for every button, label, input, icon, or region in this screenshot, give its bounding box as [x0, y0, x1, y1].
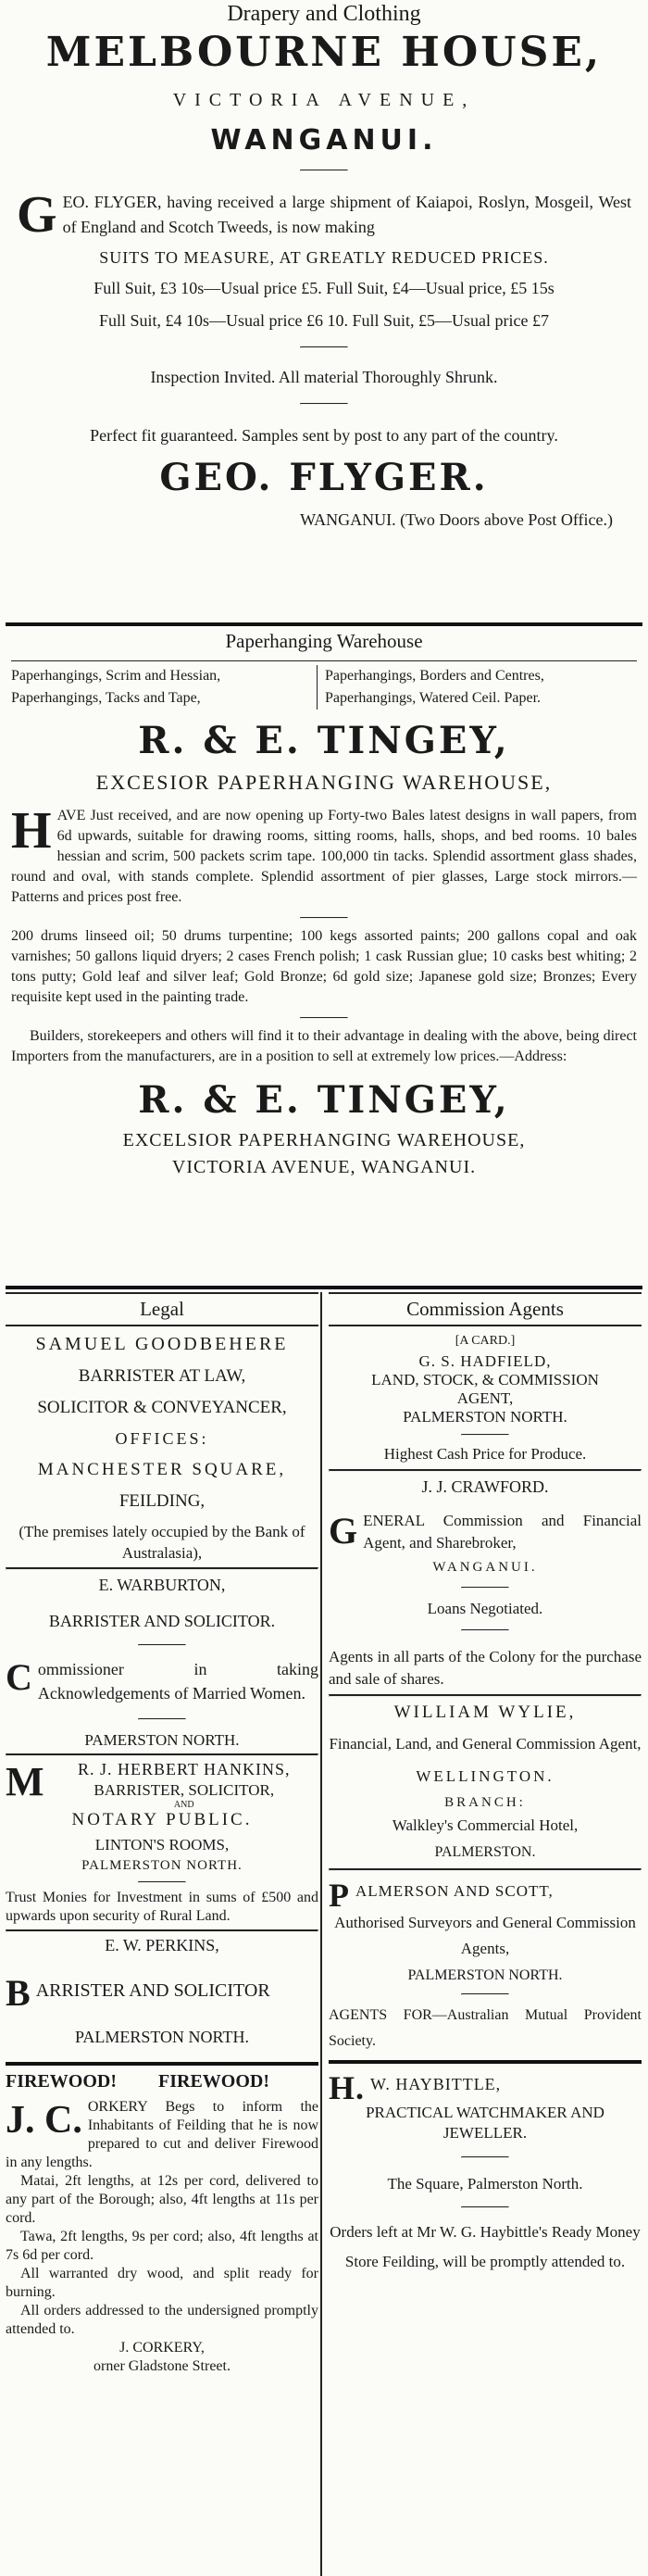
crawford-name: J. J. CRAWFORD. [421, 1477, 549, 1496]
goodbehere-name: SAMUEL GOODBEHERE [35, 1334, 289, 1354]
divider [461, 1993, 509, 1995]
firewood-header [6, 2071, 318, 2092]
suits-line: SUITS TO MEASURE, AT GREATLY REDUCED PRICES. [99, 248, 549, 267]
hankins-title-1: BARRISTER, SOLICITOR, [93, 1781, 275, 1799]
tingey-subtitle-2: EXCELSIOR PAPERHANGING WAREHOUSE, [122, 1130, 526, 1150]
divider [329, 1868, 642, 1871]
hankins-name: R. J. HERBERT HANKINS, [77, 1760, 291, 1778]
paper-body-1 [11, 802, 637, 908]
drop-cap: J. C. [6, 2099, 82, 2142]
divider [461, 1629, 509, 1631]
hankins-title-2: NOTARY PUBLIC. [71, 1810, 253, 1829]
commission-column [329, 1292, 642, 2277]
firewood-p1: Matai, 2ft lengths, at 12s per cord, delivered to any part of the Borough; also, 4ft lengths at 11s per cord. [6, 2173, 318, 2226]
price-line-2: Full Suit, £4 10s—Usual price £6 10. Full Suit, £5—Usual price £7 [99, 311, 549, 330]
paper-body-1-text: AVE Just received, and are now opening up Forty-two Bales latest designs in wall papers, from 6d upwards, suitable for drawing rooms, sitting rooms, halls, shops, and bed rooms. 10 bales hessian and scrim, 500 packets scrim tape. 100,000 tin tacks. Splendid assortment glass shades, round and oval, with stands complete. Splendid assortment of pier glasses, Large stock mirrors.—Patterns and prices post free. [11, 808, 637, 905]
wylie-town: WELLINGTON. [416, 1767, 555, 1785]
flyger-signature: GEO. FLYGER. [159, 456, 489, 499]
goodbehere-title-1: BARRISTER AT LAW, [78, 1366, 246, 1386]
shares-agents: Agents in all parts of the Colony for the purchase and sale of shares. [329, 1648, 642, 1688]
wylie-name: WILLIAM WYLIE, [393, 1703, 577, 1722]
drop-cap: M [6, 1759, 44, 1804]
walkley-hotel: Walkley's Commercial Hotel, [392, 1816, 579, 1834]
divider [329, 1694, 642, 1697]
warburton-title: BARRISTER AND SOLICITOR. [48, 1612, 276, 1630]
paper-list-item: Paperhangings, Scrim and Hessian, [11, 668, 221, 684]
goodbehere-title-2: SOLICITOR & CONVEYANCER, [37, 1398, 287, 1417]
hankins-and: AND [173, 1800, 194, 1810]
premises-note: (The premises lately occupied by the Bank of Australasia), [19, 1523, 305, 1562]
divider [329, 2060, 642, 2064]
card-label: [A CARD.] [455, 1334, 516, 1348]
section-rule [6, 622, 642, 626]
paper-list-item: Paperhangings, Watered Ceil. Paper. [325, 690, 542, 706]
palmerston-label: PALMERSTON. [434, 1844, 536, 1860]
divider [138, 1718, 186, 1720]
haybittle-name-line [329, 2069, 642, 2106]
drop-cap: G [17, 186, 57, 244]
divider [300, 346, 348, 348]
commissioner-note [6, 1657, 318, 1705]
warburton-name: E. WARBURTON, [98, 1576, 226, 1594]
scott-town: PALMERSTON NORTH. [407, 1967, 563, 1983]
pn-label: PALMERSTON NORTH. [81, 1858, 243, 1873]
firewood-intro [6, 2098, 318, 2172]
column-divider [320, 1292, 322, 2576]
divider [138, 1644, 186, 1646]
divider [6, 1567, 318, 1570]
commission-header: Commission Agents [329, 1292, 642, 1326]
perkins-title-text: ARRISTER AND SOLICITOR [35, 1980, 270, 2001]
tingey-address-2: VICTORIA AVENUE, WANGANUI. [171, 1157, 477, 1177]
paperhanging-advert [11, 630, 637, 1178]
melbourne-house-title: MELBOURNE HOUSE, [45, 29, 603, 76]
drop-cap: H [11, 802, 52, 860]
divider [300, 170, 348, 171]
firewood-p4: All orders addressed to the undersigned promptly attended to. [6, 2303, 318, 2337]
hankins-block [6, 1760, 318, 1830]
firewood-p2: Tawa, 2ft lengths, 9s per cord; also, 4ft lengths at 7s 6d per cord. [6, 2229, 318, 2263]
trust-monies: Trust Monies for Investment in sums of £500 and upwards upon security of Rural Land. [6, 1890, 318, 1924]
divider [11, 660, 637, 661]
scott-agents: AGENTS FOR—Australian Mutual Provident Society. [329, 2007, 642, 2049]
scott-name-line [329, 1877, 642, 1914]
drapery-header: Drapery and Clothing [227, 2, 421, 26]
paper-list-right [318, 665, 544, 710]
divider [461, 1587, 509, 1589]
section-rule [6, 1286, 642, 1289]
produce-line: Highest Cash Price for Produce. [383, 1445, 587, 1463]
manchester-square: MANCHESTER SQUARE, [37, 1460, 287, 1479]
tingey-subtitle: EXCESIOR PAPERHANGING WAREHOUSE, [95, 771, 553, 794]
drop-cap: P [329, 1877, 350, 1914]
divider [461, 2206, 509, 2208]
divider [300, 1017, 348, 1019]
divider [300, 403, 348, 405]
paper-header: Paperhanging Warehouse [225, 630, 423, 652]
hadfield-title-2: AGENT, [456, 1389, 514, 1407]
pn-label: PAMERSTON NORTH. [84, 1731, 240, 1749]
paper-body-3: Builders, storekeepers and others will find it to their advantage in dealing with the above, being direct Importers from the manufacturers, are in a position to sell at extremely low prices.—Address: [11, 1028, 637, 1064]
tingey-title: R. & E. TINGEY, [138, 719, 510, 762]
linton-rooms: LINTON'S ROOMS, [94, 1836, 230, 1853]
square-address: The Square, Palmerston North. [387, 2175, 583, 2193]
hadfield-town: PALMERSTON NORTH. [403, 1408, 567, 1426]
drapery-intro-text: EO. FLYGER, having received a large shipment of Kaiapoi, Roslyn, Mosgeil, West of England and Scotch Tweeds, is now making [62, 193, 631, 236]
paper-list-left [11, 665, 318, 710]
perkins-title [6, 1972, 318, 2014]
perkins-name: E. W. PERKINS, [105, 1936, 219, 1954]
firewood-intro-text: ORKERY Begs to inform the Inhabitants of Feilding that he is now prepared to cut and deliver Firewood in any lengths. [6, 2099, 318, 2170]
pn-label: PALMERSTON NORTH. [75, 2028, 249, 2046]
haybittle-name: W. HAYBITTLE, [370, 2075, 502, 2093]
divider [300, 917, 348, 919]
hadfield-name: G. S. HADFIELD, [418, 1352, 552, 1370]
drapery-intro [17, 186, 631, 244]
loans-line: Loans Negotiated. [427, 1600, 543, 1617]
drop-cap: H. [329, 2069, 366, 2106]
drop-cap: C [6, 1656, 32, 1698]
divider [6, 1929, 318, 1932]
feilding-label: FEILDING, [118, 1491, 206, 1511]
price-line-1: Full Suit, £3 10s—Usual price £5. Full Suit, £4—Usual price, £5 15s [93, 279, 555, 297]
scott-name: ALMERSON AND SCOTT, [355, 1882, 554, 1900]
crawford-town: WANGANUI. [432, 1560, 538, 1575]
divider [461, 1434, 509, 1436]
divider [138, 1881, 186, 1883]
divider [6, 2062, 318, 2066]
hadfield-title-1: LAND, STOCK, & COMMISSION [371, 1371, 599, 1389]
wylie-body: Financial, Land, and General Commission Agent, [329, 1735, 642, 1753]
tingey-title-2: R. & E. TINGEY, [138, 1078, 510, 1122]
offices-label: OFFICES: [115, 1429, 209, 1448]
fit-line: Perfect fit guaranteed. Samples sent by post to any part of the country. [90, 426, 558, 445]
firewood-corner: orner Gladstone Street. [93, 2358, 231, 2374]
scott-body: Authorised Surveyors and General Commission Agents, [334, 1914, 636, 1957]
paper-body-2: 200 drums linseed oil; 50 drums turpentine; 100 kegs assorted paints; 200 gallons copal and oak varnishes; 50 gallons liquid dryers; 2 cases French polish; 1 cask Russian glue; 10 casks best whiting; 2 tons putty; Gold leaf and silver leaf; Gold Bronze; 6d gold size; Japanese gold size; Bronzes; Every requisite kept used in the painting trade. [11, 928, 637, 1005]
drop-cap: G [329, 1510, 358, 1552]
legal-column [6, 1292, 318, 2376]
divider [329, 1469, 642, 1472]
inspection-line: Inspection Invited. All material Thoroughly Shrunk. [150, 368, 498, 386]
drop-cap: B [6, 1972, 31, 2014]
orders-note: Orders left at Mr W. G. Haybittle's Ready Money Store Feilding, will be promptly attended to. [330, 2223, 641, 2270]
paper-list-item: Paperhangings, Tacks and Tape, [11, 690, 201, 706]
crawford-body [329, 1510, 642, 1554]
paper-list-item: Paperhangings, Borders and Centres, [325, 668, 544, 684]
crawford-body-text: ENERAL Commission and Financial Agent, and Sharebroker, [363, 1512, 642, 1552]
legal-header: Legal [6, 1292, 318, 1326]
paper-list [11, 665, 637, 710]
divider [461, 2156, 509, 2158]
firewood-signature: J. CORKERY, [119, 2340, 205, 2356]
divider [6, 1753, 318, 1756]
flyger-location: WANGANUI. (Two Doors above Post Office.) [300, 510, 613, 529]
haybittle-trade: PRACTICAL WATCHMAKER AND JEWELLER. [366, 2104, 604, 2142]
drapery-advert [17, 0, 631, 533]
commissioner-text: ommissioner in taking Acknowledgements of Married Women. [37, 1660, 318, 1703]
drapery-town: WANGANUI. [210, 124, 438, 157]
firewood-p3: All warranted dry wood, and split ready for burning. [6, 2266, 318, 2300]
branch-label: BRANCH: [444, 1795, 526, 1810]
firewood-header-text: FIREWOOD! FIREWOOD! [6, 2071, 269, 2092]
drapery-address: VICTORIA AVENUE, [172, 90, 476, 110]
